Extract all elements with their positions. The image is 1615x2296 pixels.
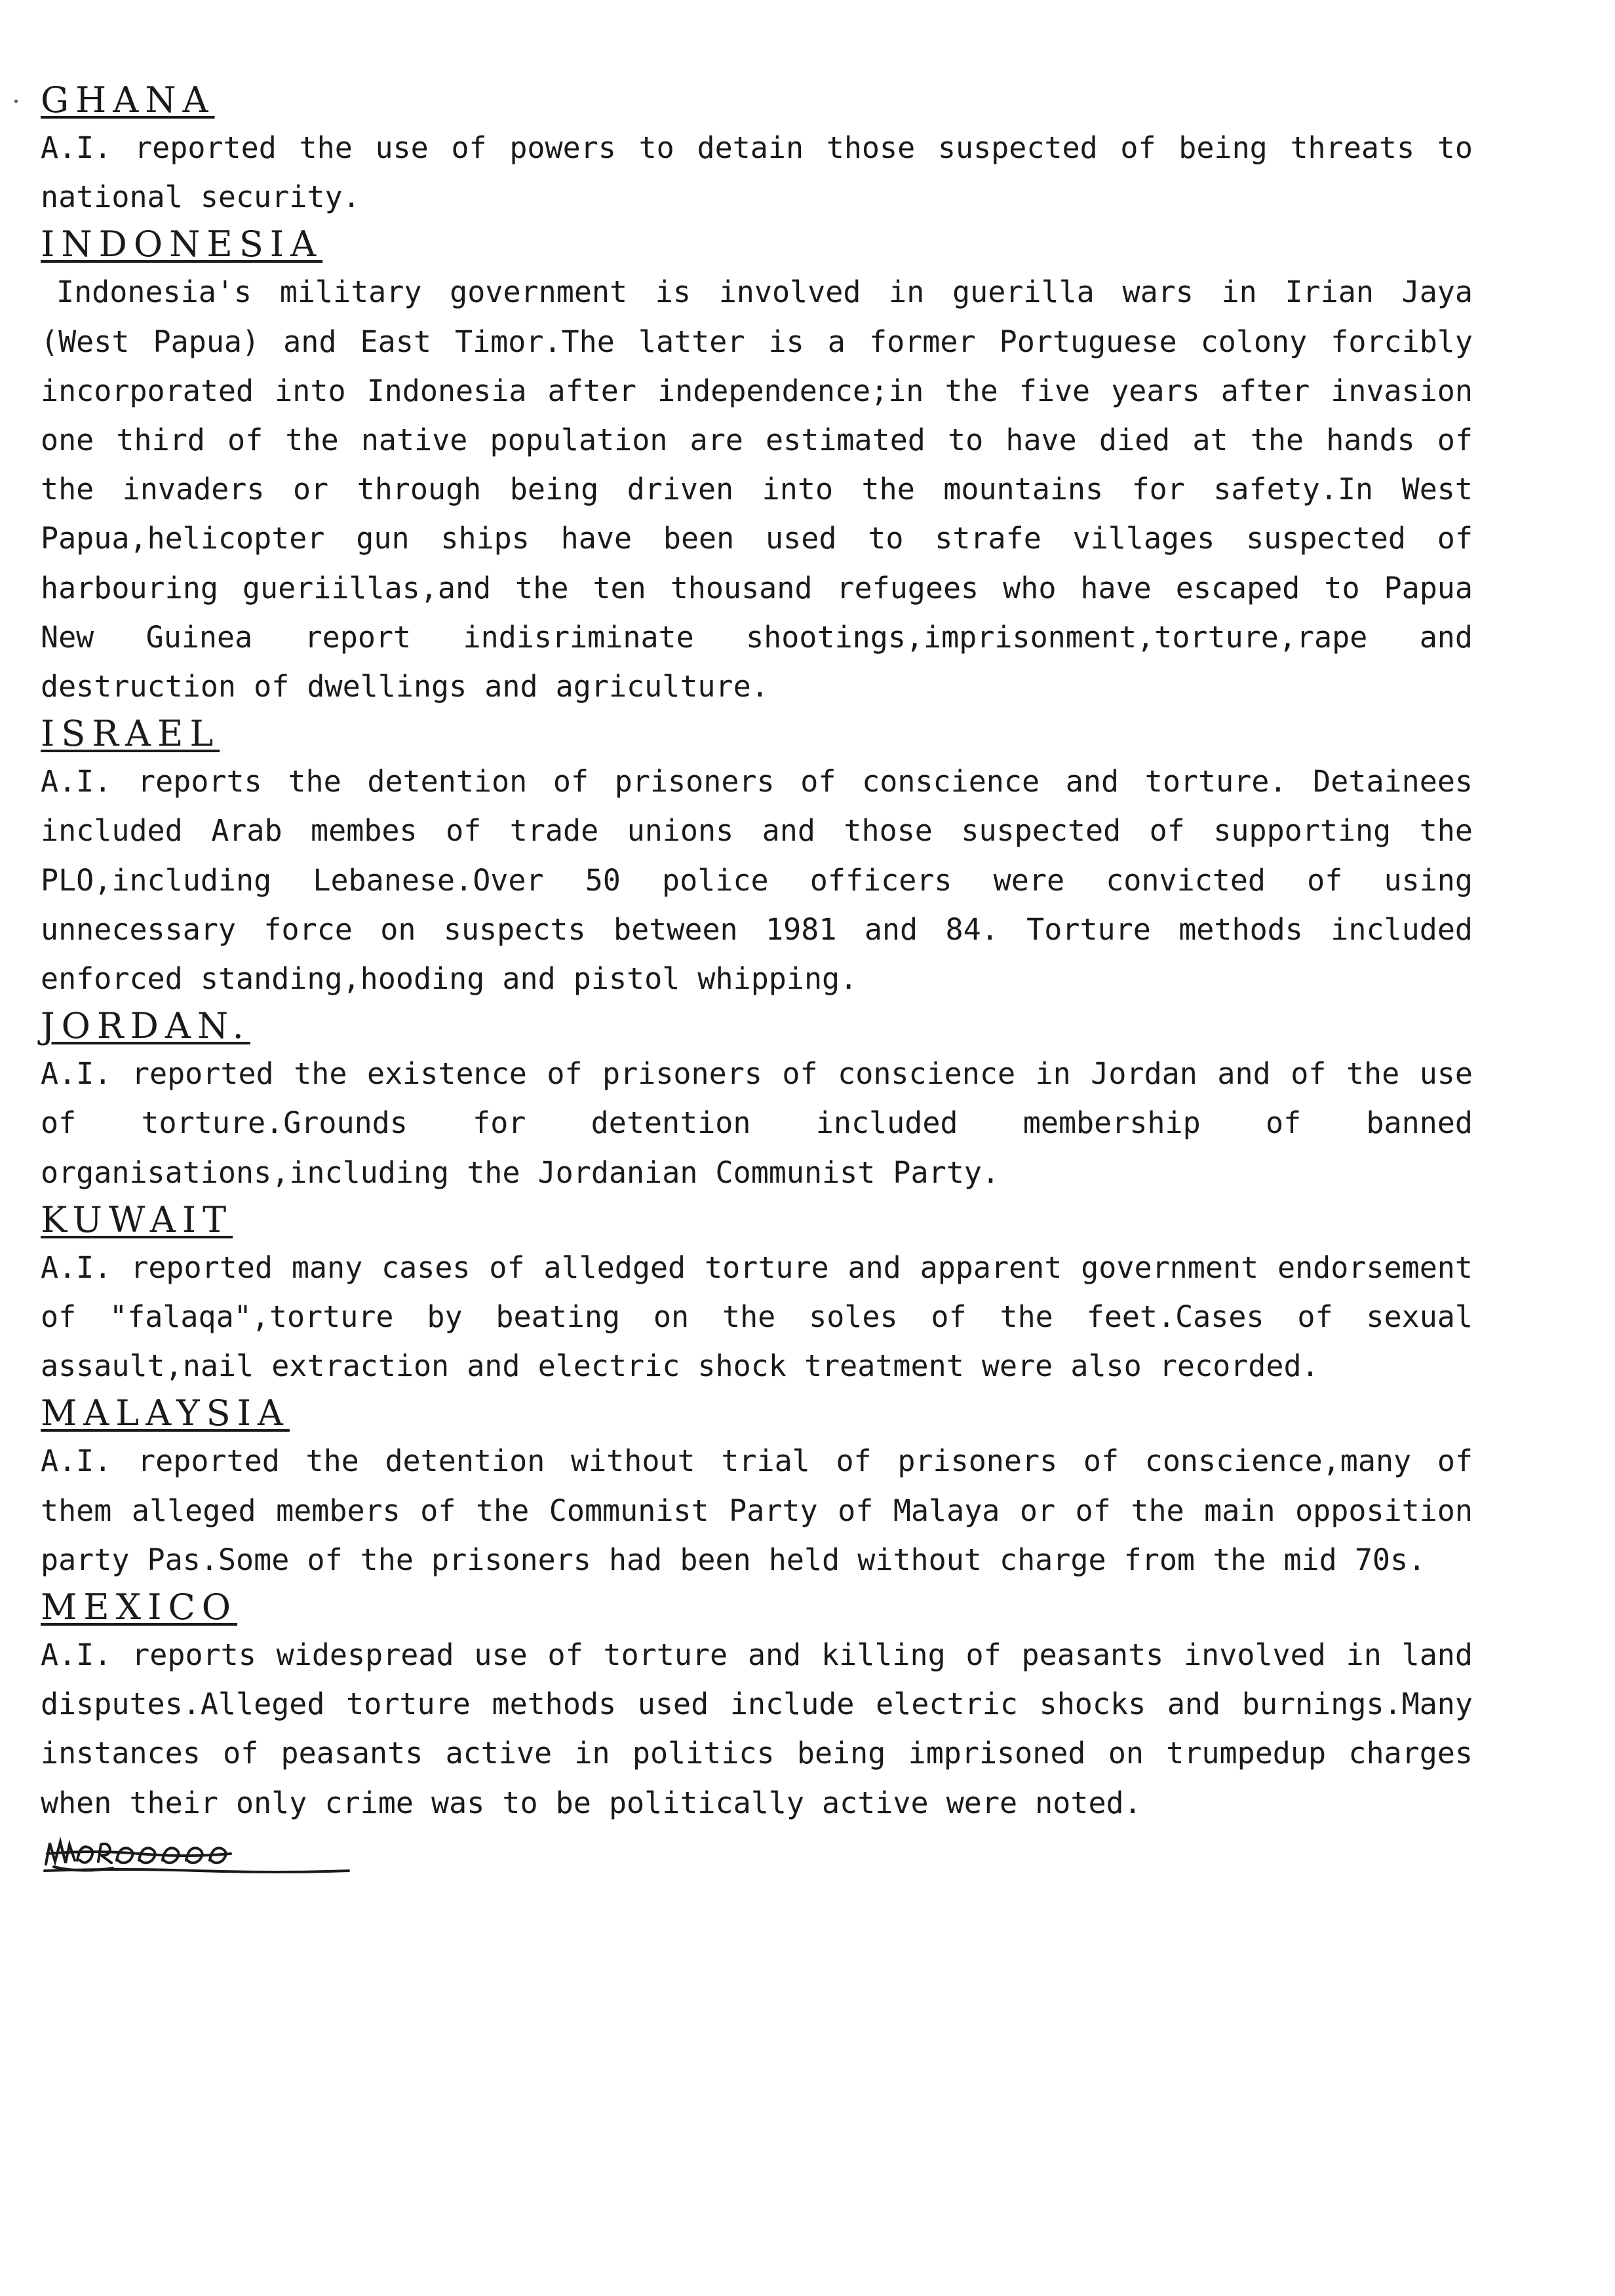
country-heading: KUWAIT (41, 1198, 233, 1240)
country-paragraph: A.I. reported the existence of prisoners of conscience in Jordan and of the use of torture.Grounds for detention included membership of banned organisations,including the Jordanian Communist Party. (41, 1056, 1473, 1190)
country-paragraph: Indonesia's military government is involved in guerilla wars in Irian Jaya (West Papua) and East Timor.The latter is a former Portuguese colony forcibly incorporated into Indonesia after independence;in the five years after invasion one third of the native population are estimated to have died at the hands of the invaders or through being driven into the mountains for safety.In West Papua,helicopter gun ships have been used to strafe villages suspected of harbouring gueriillas,and the ten thousand refugees who have escaped to Papua New Guinea report indisriminate shootings,imprisonment,torture,rape and destruction of dwellings and agriculture. (41, 275, 1473, 704)
country-paragraph: A.I. reported the detention without trial of prisoners of conscience,many of them alleged members of the Communist Party of Malaya or of the main opposition party Pas.Some of the prisoners had been held without charge from the mid 70s. (41, 1444, 1473, 1577)
country-paragraph: A.I. reports the detention of prisoners of conscience and torture. Detainees included Arab membes of trade unions and those suspected of supporting the PLO,including Lebanese.Over 50 police officers were convicted of using unnecessary force on suspects between 1981 and 84. Torture methods included enforced standing,hooding and pistol whipping. (41, 764, 1473, 997)
scan-speck (14, 100, 18, 103)
country-heading: ISRAEL (41, 713, 220, 755)
section-jordan (41, 1003, 1473, 1197)
country-heading: GHANA (41, 79, 215, 121)
country-heading: MALAYSIA (41, 1392, 290, 1434)
country-heading: MEXICO (41, 1586, 238, 1628)
country-paragraph: A.I. reported the use of powers to detain those suspected of being threats to national security. (41, 130, 1473, 215)
document-body (41, 77, 1473, 1876)
country-heading: JORDAN. (41, 1005, 250, 1047)
crossed-out-heading (41, 1830, 1473, 1876)
scribble-strikeout-icon (41, 1830, 355, 1876)
section-indonesia (41, 221, 1473, 711)
country-paragraph: A.I. reports widespread use of torture and killing of peasants involved in land disputes.Alleged torture methods used include electric shocks and burnings.Many instances of peasants active in politics being imprisoned on trumpedup charges when their only crime was to be politically active were noted. (41, 1637, 1473, 1820)
section-ghana (41, 77, 1473, 221)
country-paragraph: A.I. reported many cases of alledged torture and apparent government endorsement of "falaqa",torture by beating on the soles of the feet.Cases of sexual assault,nail extraction and electric shock treatment were also recorded. (41, 1250, 1473, 1384)
country-heading: INDONESIA (41, 223, 323, 265)
section-israel (41, 711, 1473, 1003)
section-kuwait (41, 1197, 1473, 1391)
section-malaysia (41, 1390, 1473, 1584)
section-mexico (41, 1584, 1473, 1827)
